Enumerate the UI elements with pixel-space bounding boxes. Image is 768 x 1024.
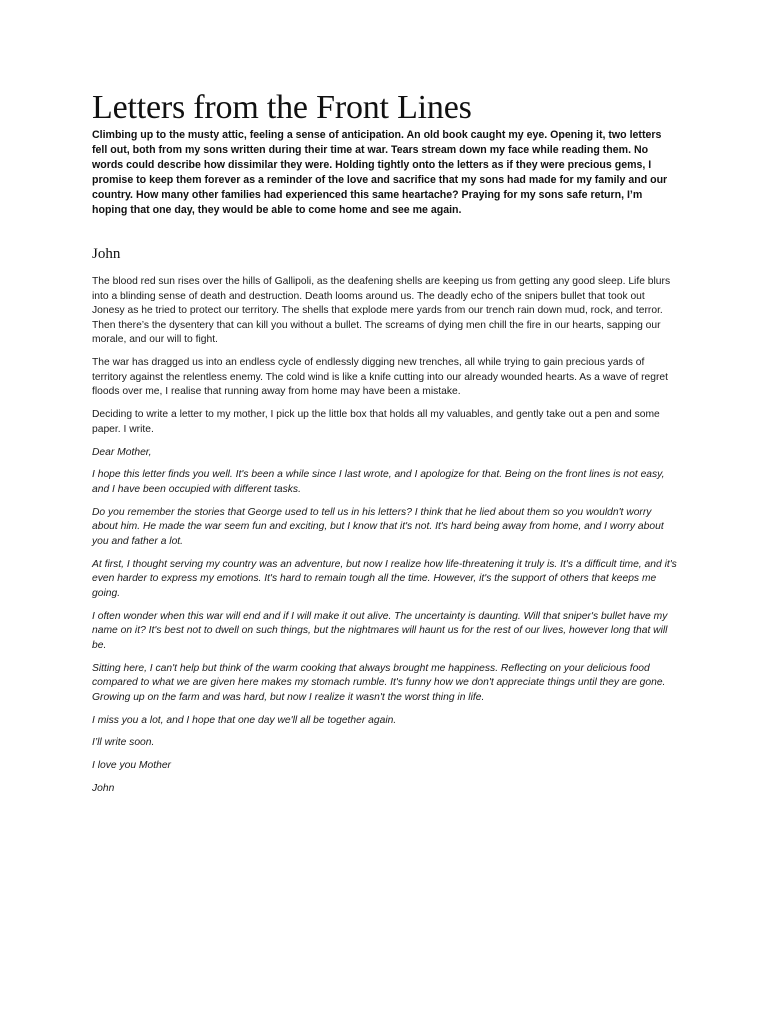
narrative-paragraph: Deciding to write a letter to my mother, I pick up the little box that holds all my valuables, and gently take out a pen and some paper. I write. <box>92 409 660 435</box>
letter-paragraph: I often wonder when this war will end and if I will make it out alive. The uncertainty is daunting. Will that sniper's bullet have my name on it? It's best not to dwell on such things, but the nightmares will haunt us for the rest of our lives, however long that will be. <box>92 610 668 651</box>
intro-paragraph: Climbing up to the musty attic, feeling a sense of anticipation. An old book caught my eye. Opening it, two letters fell out, both from my sons written during their time at war. Tears stream down my face while reading them. No words could describe how dissimilar they were. Holding tightly onto the letters as if they were precious gems, I promise to keep them forever as a reminder of the love and sacrifice that my sons had made for my family and our country. How many other families had experienced this same heartache? Praying for my sons safe return, I’m hoping that one day, they would be able to come home and see me again. <box>92 129 668 216</box>
letter-signature: John <box>92 782 115 794</box>
page-title: Letters from the Front Lines <box>92 89 472 126</box>
document-page <box>92 88 678 794</box>
narrative-paragraph: The blood red sun rises over the hills of Gallipoli, as the deafening shells are keeping us from getting any good sleep. Life blurs into a blinding sense of death and destruction. Death looms around us. The deadly echo of the snipers bullet that took out Jonesy as he tried to protect our territory. The shells that explode mere yards from our trench rain down mud, rock, and terror. Then there’s the dysentery that can kill you without a bullet. The screams of dying men chill the fire in our hearts, sapping our morale, and our will to fight. <box>92 276 671 346</box>
letter-salutation: Dear Mother, <box>92 446 152 458</box>
letter-closing: I’ll write soon. <box>92 737 155 749</box>
letter-body <box>92 275 678 805</box>
narrative-paragraph: The war has dragged us into an endless cycle of endlessly digging new trenches, all while trying to gain precious yards of territory against the relentless enemy. The cold wind is like a knife cutting into our already wounded hearts. As a wave of regret floods over me, I realise that running away from home may have been a mistake. <box>92 357 668 398</box>
letter-closing: I love you Mother <box>92 760 171 772</box>
letter-paragraph: I hope this letter finds you well. It's been a while since I last wrote, and I apologize for that. Being on the front lines is not easy, and I have been occupied with different tasks. <box>92 469 665 495</box>
section-heading-john: John <box>92 246 121 262</box>
letter-paragraph: Sitting here, I can't help but think of the warm cooking that always brought me happiness. Reflecting on your delicious food compared to what we are given here makes my stomach rumble. It's funny how we don't appreciate things until they are gone. Growing up on the farm and was hard, but now I realize it wasn't the worst thing in life. <box>92 662 666 703</box>
letter-paragraph: I miss you a lot, and I hope that one day we'll all be together again. <box>92 714 397 726</box>
letter-paragraph: At first, I thought serving my country was an adventure, but now I realize how life-threatening it truly is. It's a difficult time, and it's even harder to express my emotions. It's hard to remain tough all the time. However, it's the support of others that keeps me going. <box>92 558 677 599</box>
letter-paragraph: Do you remember the stories that George used to tell us in his letters? I think that he lied about them so you wouldn't worry about him. He made the war seem fun and exciting, but I know that it's not. It's hard being away from home, and I worry about you and father a lot. <box>92 506 664 547</box>
